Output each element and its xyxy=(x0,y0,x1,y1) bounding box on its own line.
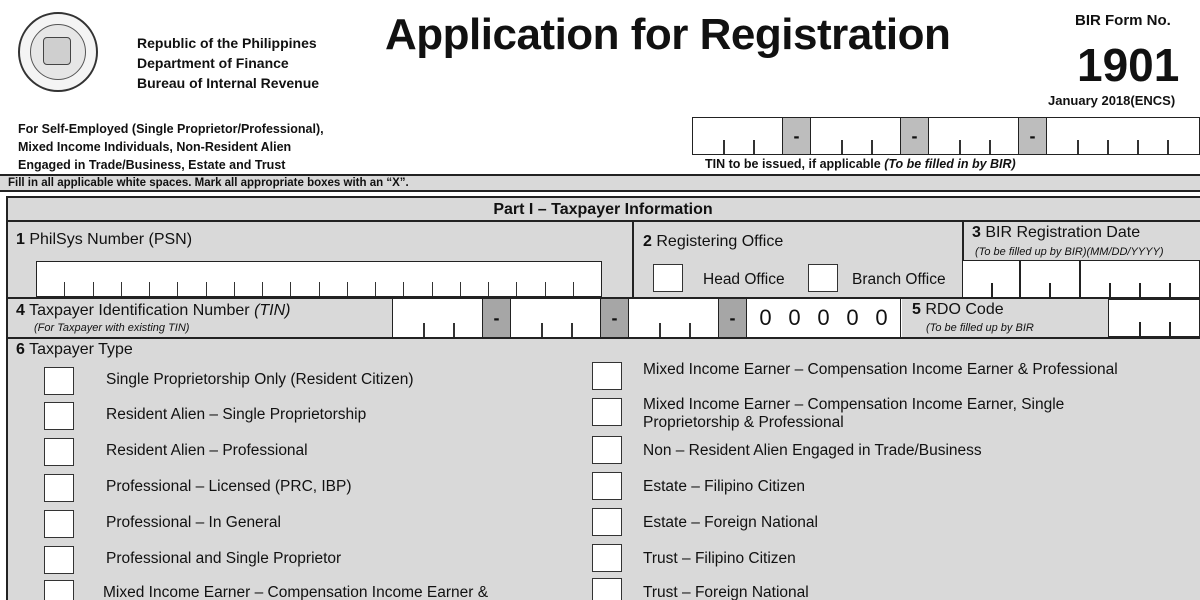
form-number: 1901 xyxy=(1077,39,1180,91)
applicability-line-1: For Self-Employed (Single Proprietor/Professional), xyxy=(18,122,324,136)
checkbox-nonresident-alien[interactable] xyxy=(592,436,622,464)
option-professional-general: Professional – In General xyxy=(106,514,281,531)
agency-block xyxy=(137,33,319,93)
agency-bir: Bureau of Internal Revenue xyxy=(137,75,320,91)
branch-office-label: Branch Office xyxy=(852,271,946,288)
registering-office-num: 2 xyxy=(643,233,652,250)
tin-num: 4 xyxy=(16,302,25,319)
rdo-num: 5 xyxy=(912,301,921,318)
option-trust-filipino: Trust – Filipino Citizen xyxy=(643,550,796,567)
option-mixed-income-sp-prof-line1: Mixed Income Earner – Compensation Income Earner, Single xyxy=(643,396,1065,413)
option-resident-alien-prof: Resident Alien – Professional xyxy=(106,442,308,459)
checkbox-resident-alien-sp[interactable] xyxy=(44,402,74,430)
tin-label-text: Taxpayer Identification Number xyxy=(29,302,250,319)
tin-note-text: TIN to be issued, if applicable xyxy=(705,157,881,171)
tin-dash: - xyxy=(1019,118,1047,154)
registration-date-input[interactable] xyxy=(962,260,1200,298)
instructions-bar: Fill in all applicable white spaces. Mark all appropriate boxes with an “X”. xyxy=(0,174,1200,192)
option-nonresident-alien: Non – Resident Alien Engaged in Trade/Business xyxy=(643,442,982,459)
checkbox-mixed-income-prof[interactable] xyxy=(592,362,622,390)
psn-label xyxy=(16,231,192,249)
bir-seal-icon xyxy=(18,12,98,92)
registration-date-num: 3 xyxy=(972,224,981,241)
rdo-label-text: RDO Code xyxy=(925,301,1004,318)
option-resident-alien-sp: Resident Alien – Single Proprietorship xyxy=(106,406,367,423)
option-mixed-income-sp-prof-line2: Proprietorship & Professional xyxy=(643,414,844,431)
branch-code-digit: 0 xyxy=(788,305,801,330)
taxpayer-type-label xyxy=(16,341,133,359)
option-estate-foreign: Estate – Foreign National xyxy=(643,514,818,531)
tin-dash: - xyxy=(783,118,811,154)
psn-input[interactable] xyxy=(36,261,602,297)
branch-code-digit: 0 xyxy=(759,305,772,330)
checkbox-single-proprietorship[interactable] xyxy=(44,367,74,395)
tin-label xyxy=(16,302,291,320)
option-mixed-income-prof: Mixed Income Earner – Compensation Income Earner & Professional xyxy=(643,361,1118,378)
existing-tin-input[interactable] xyxy=(392,299,902,337)
part1-heading: Part I – Taxpayer Information xyxy=(6,198,1200,222)
tin-issued-note xyxy=(705,157,1016,171)
tin-note: (For Taxpayer with existing TIN) xyxy=(34,322,190,334)
form-title: Application for Registration xyxy=(385,10,951,59)
taxpayer-type-num: 6 xyxy=(16,341,25,358)
psn-num: 1 xyxy=(16,231,25,248)
checkbox-estate-filipino[interactable] xyxy=(592,472,622,500)
branch-code-digit: 0 xyxy=(817,305,830,330)
option-mixed-income-sp: Mixed Income Earner – Compensation Income Earner & xyxy=(103,584,489,600)
registering-office-text: Registering Office xyxy=(656,233,784,250)
issued-tin-field[interactable] xyxy=(692,117,1200,155)
checkbox-estate-foreign[interactable] xyxy=(592,508,622,536)
registration-date-text: BIR Registration Date xyxy=(985,224,1141,241)
tin-note-italic: (To be filled in by BIR) xyxy=(884,157,1016,171)
tin-dash: - xyxy=(719,299,747,337)
tin-dash: - xyxy=(601,299,629,337)
form-number-label: BIR Form No. xyxy=(1075,12,1171,29)
checkbox-professional-licensed[interactable] xyxy=(44,474,74,502)
registration-date-note: (To be filled up by BIR)(MM/DD/YYYY) xyxy=(975,246,1164,258)
option-trust-foreign: Trust – Foreign National xyxy=(643,584,809,600)
applicability-line-3: Engaged in Trade/Business, Estate and Trust xyxy=(18,158,286,172)
agency-republic: Republic of the Philippines xyxy=(137,35,317,51)
applicability-line-2: Mixed Income Individuals, Non-Resident Alien xyxy=(18,140,292,154)
branch-office-checkbox[interactable] xyxy=(808,264,838,292)
checkbox-trust-filipino[interactable] xyxy=(592,544,622,572)
option-mixed-income-sp-prof xyxy=(643,396,1064,432)
form-version-date: January 2018(ENCS) xyxy=(1048,93,1176,108)
taxpayer-type-text: Taxpayer Type xyxy=(29,341,133,358)
option-single-proprietorship: Single Proprietorship Only (Resident Citizen) xyxy=(106,371,414,388)
head-office-label: Head Office xyxy=(703,271,785,288)
option-professional-licensed: Professional – Licensed (PRC, IBP) xyxy=(106,478,352,495)
checkbox-mixed-income-sp-prof[interactable] xyxy=(592,398,622,426)
branch-code-digit: 0 xyxy=(875,305,888,330)
rdo-note: (To be filled up by BIR xyxy=(926,322,1034,334)
applicability-text xyxy=(18,120,324,174)
checkbox-mixed-income-sp[interactable] xyxy=(44,580,74,600)
branch-code-digit: 0 xyxy=(846,305,859,330)
rdo-code-input[interactable] xyxy=(1108,299,1200,337)
option-estate-filipino: Estate – Filipino Citizen xyxy=(643,478,805,495)
registering-office-label xyxy=(643,233,783,251)
psn-label-text: PhilSys Number (PSN) xyxy=(29,231,193,248)
tin-dash: - xyxy=(901,118,929,154)
checkbox-resident-alien-prof[interactable] xyxy=(44,438,74,466)
registration-date-label xyxy=(972,224,1140,242)
checkbox-trust-foreign[interactable] xyxy=(592,578,622,600)
agency-dof: Department of Finance xyxy=(137,55,289,71)
option-professional-sp: Professional and Single Proprietor xyxy=(106,550,342,567)
checkbox-professional-general[interactable] xyxy=(44,510,74,538)
head-office-checkbox[interactable] xyxy=(653,264,683,292)
tin-label-italic: (TIN) xyxy=(254,302,291,319)
rdo-label xyxy=(912,301,1004,319)
tin-dash: - xyxy=(483,299,511,337)
checkbox-professional-sp[interactable] xyxy=(44,546,74,574)
